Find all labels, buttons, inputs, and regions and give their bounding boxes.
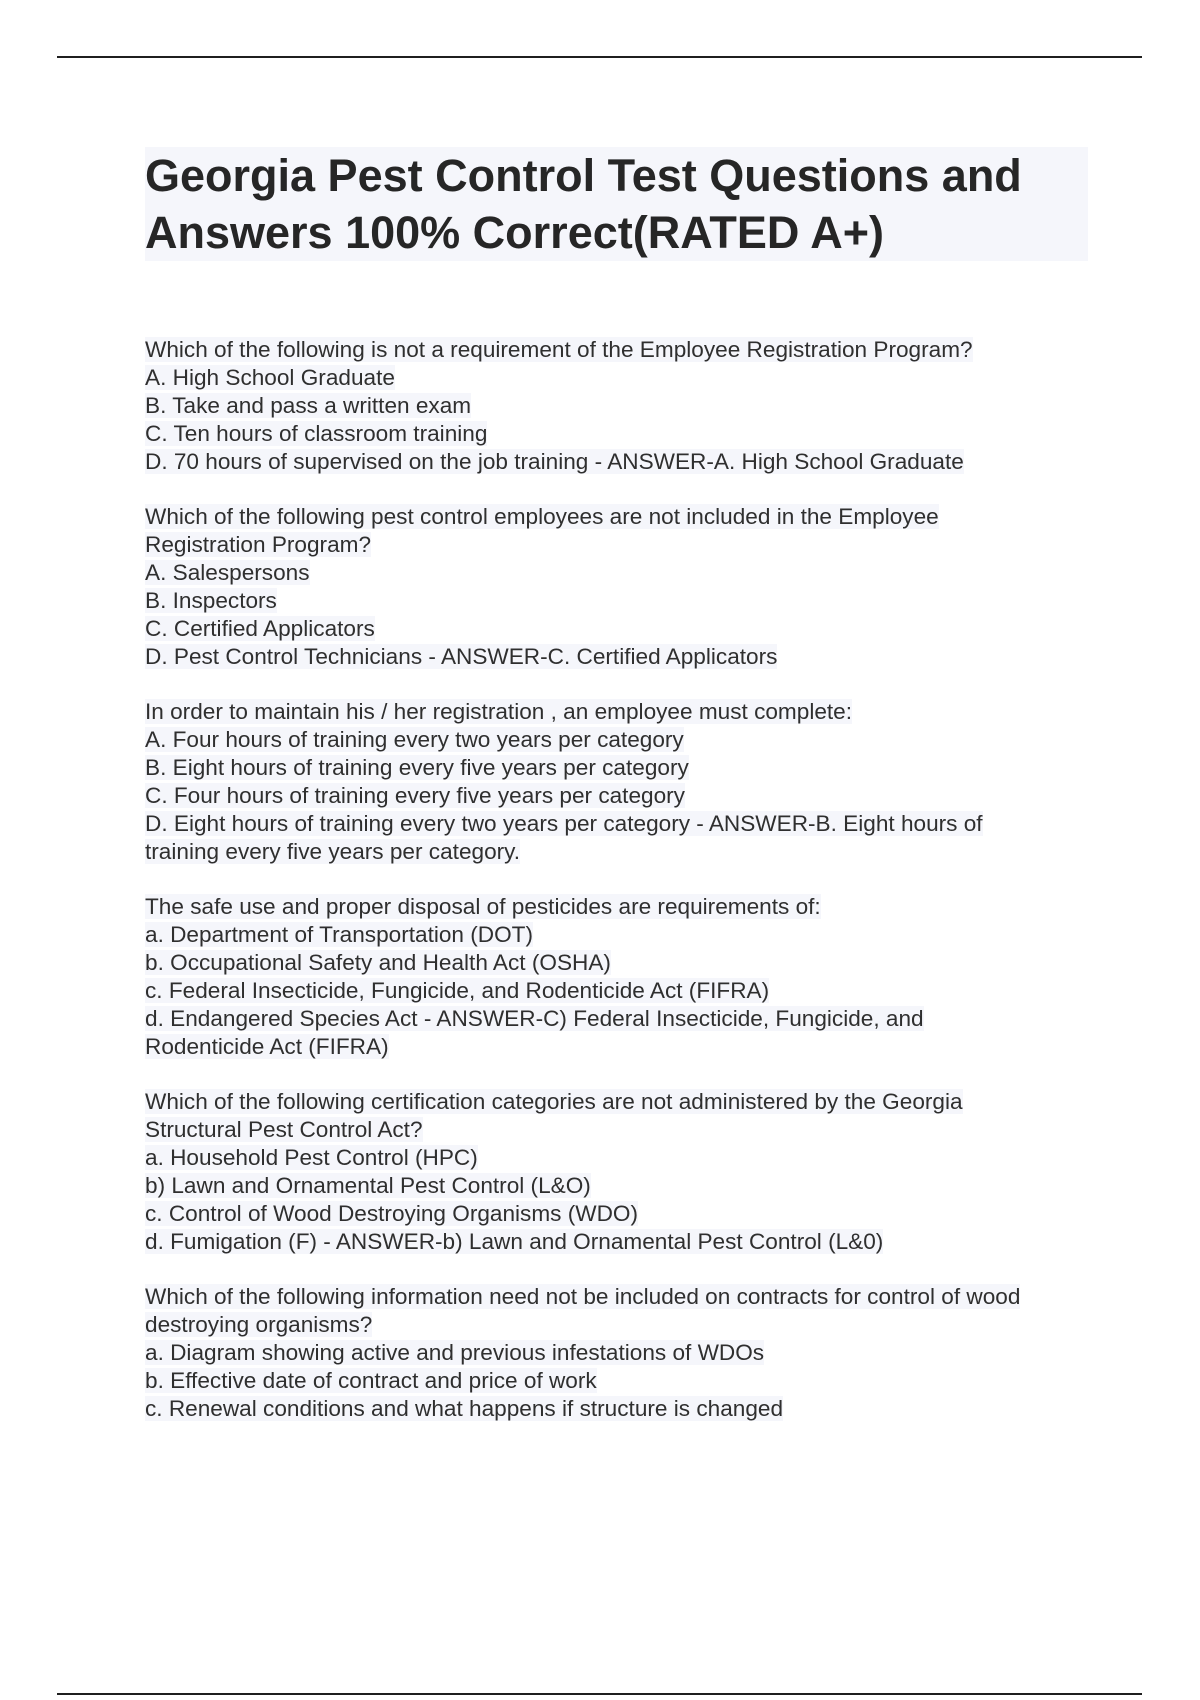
answer-option: B. Take and pass a written exam [145, 393, 472, 418]
question-5 [145, 1088, 1090, 1256]
answer-option: B. Inspectors [145, 588, 277, 613]
answer-option: b) Lawn and Ornamental Pest Control (L&O) [145, 1173, 591, 1198]
document-title: Georgia Pest Control Test Questions and Answers 100% Correct(RATED A+) [145, 147, 1088, 261]
answer-option-with-answer: d. Fumigation (F) - ANSWER-b) Lawn and Ornamental Pest Control (L&0) [145, 1229, 884, 1254]
answer-option: c. Federal Insecticide, Fungicide, and Rodenticide Act (FIFRA) [145, 978, 770, 1003]
answer-option: b. Effective date of contract and price of work [145, 1368, 597, 1393]
answer-option: C. Four hours of training every five years per category [145, 783, 685, 808]
question-line: In order to maintain his / her registration , an employee must complete: [145, 699, 853, 724]
answer-option: a. Department of Transportation (DOT) [145, 922, 534, 947]
question-line: The safe use and proper disposal of pesticides are requirements of: [145, 894, 821, 919]
question-list [145, 336, 1090, 1450]
question-line: Structural Pest Control Act? [145, 1117, 423, 1142]
question-3 [145, 698, 1090, 866]
answer-option: a. Diagram showing active and previous infestations of WDOs [145, 1340, 765, 1365]
answer-option: C. Certified Applicators [145, 616, 375, 641]
answer-option: A. High School Graduate [145, 365, 395, 390]
question-line: destroying organisms? [145, 1312, 373, 1337]
answer-option-with-answer: D. Pest Control Technicians - ANSWER-C. Certified Applicators [145, 644, 778, 669]
answer-option: b. Occupational Safety and Health Act (OSHA) [145, 950, 611, 975]
question-1 [145, 336, 1090, 476]
answer-option: B. Eight hours of training every five years per category [145, 755, 689, 780]
answer-continuation: Rodenticide Act (FIFRA) [145, 1034, 389, 1059]
answer-option-with-answer: D. Eight hours of training every two years per category - ANSWER-B. Eight hours of [145, 811, 983, 836]
question-line: Which of the following is not a requirement of the Employee Registration Program? [145, 337, 973, 362]
answer-continuation: training every five years per category. [145, 839, 521, 864]
question-line: Registration Program? [145, 532, 372, 557]
answer-option: A. Four hours of training every two years per category [145, 727, 684, 752]
answer-option: c. Renewal conditions and what happens if structure is changed [145, 1396, 784, 1421]
question-6 [145, 1283, 1090, 1423]
answer-option: c. Control of Wood Destroying Organisms (WDO) [145, 1201, 639, 1226]
answer-option: C. Ten hours of classroom training [145, 421, 488, 446]
bottom-rule [57, 1693, 1142, 1695]
question-line: Which of the following certification categories are not administered by the Georgia [145, 1089, 963, 1114]
top-rule [57, 56, 1142, 58]
answer-option: a. Household Pest Control (HPC) [145, 1145, 478, 1170]
question-2 [145, 503, 1090, 671]
answer-option: A. Salespersons [145, 560, 310, 585]
question-4 [145, 893, 1090, 1061]
answer-option-with-answer: D. 70 hours of supervised on the job training - ANSWER-A. High School Graduate [145, 449, 964, 474]
question-line: Which of the following pest control employees are not included in the Employee [145, 504, 939, 529]
question-line: Which of the following information need not be included on contracts for control of wood [145, 1284, 1021, 1309]
answer-option-with-answer: d. Endangered Species Act - ANSWER-C) Federal Insecticide, Fungicide, and [145, 1006, 924, 1031]
